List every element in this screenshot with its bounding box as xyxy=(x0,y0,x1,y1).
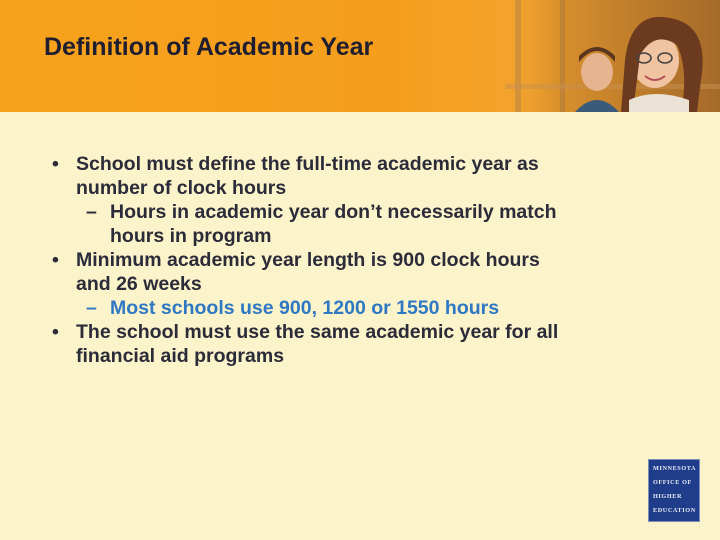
bullet-item xyxy=(52,248,692,296)
bullet-line: The school must use the same academic year for all xyxy=(76,321,559,343)
bullet-marker: • xyxy=(52,321,59,343)
sub-bullet-item-highlight xyxy=(52,296,692,320)
sub-bullet-item xyxy=(52,200,692,248)
bullet-line: School must define the full-time academic year as xyxy=(76,153,539,175)
bullet-marker: • xyxy=(52,249,59,271)
bullet-line: Hours in academic year don’t necessarily match xyxy=(110,201,557,223)
bullet-marker: • xyxy=(52,153,59,175)
bullet-line: financial aid programs xyxy=(76,345,285,367)
bullet-line: hours in program xyxy=(110,225,272,247)
logo-line: EDUCATION xyxy=(653,507,696,514)
bullet-list xyxy=(52,152,692,368)
bullet-item xyxy=(52,152,692,200)
logo-line: MINNESOTA xyxy=(653,465,697,472)
dash-marker: – xyxy=(86,201,97,223)
dash-marker: – xyxy=(86,297,97,319)
slide-title: Definition of Academic Year xyxy=(44,33,374,61)
logo-line: HIGHER xyxy=(653,493,683,500)
header-photo xyxy=(505,0,720,112)
slide-header xyxy=(0,0,720,112)
bullet-line: Minimum academic year length is 900 clock hours xyxy=(76,249,540,271)
minnesota-ohe-logo xyxy=(648,459,700,522)
bullet-item xyxy=(52,320,692,368)
bullet-line: Most schools use 900, 1200 or 1550 hours xyxy=(110,297,500,319)
logo-line: OFFICE OF xyxy=(653,479,692,486)
bullet-line: and 26 weeks xyxy=(76,273,202,295)
bullet-line: number of clock hours xyxy=(76,177,287,199)
